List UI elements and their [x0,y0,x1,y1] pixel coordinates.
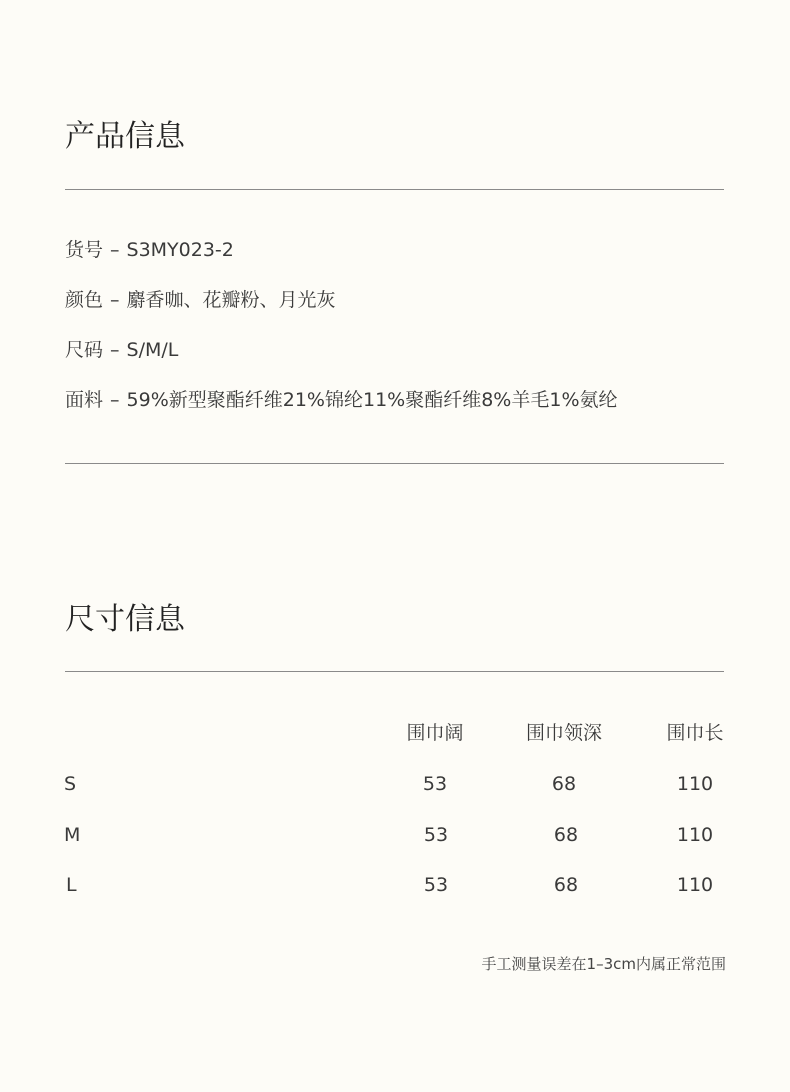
measurement-note: 手工测量误差在1–3cm内属正常范围 [481,955,726,973]
table-cell: 68 [553,824,579,846]
info-label: 颜色 [65,289,104,311]
row-label-l: L [66,874,77,896]
info-item-fabric [65,391,618,410]
info-value: 59%新型聚酯纤维21%锦纶11%聚酯纤维8%羊毛1%氨纶 [126,389,618,411]
column-header-neck-depth: 围巾领深 [525,722,602,744]
info-value: S3MY023-2 [126,239,234,261]
table-cell: 53 [422,773,448,795]
table-cell: 68 [551,773,577,795]
info-item-color [65,291,336,310]
product-info-top-divider [65,189,724,190]
size-info-divider [65,671,724,672]
info-separator: – [110,389,120,411]
info-label: 面料 [65,389,104,411]
row-label-m: M [64,824,81,846]
product-info-bottom-divider [65,463,724,464]
info-value: 麝香咖、花瓣粉、月光灰 [126,289,336,311]
table-cell: 53 [423,874,449,896]
row-label-s: S [64,773,77,795]
info-label: 货号 [65,239,104,261]
info-item-size [65,341,178,360]
table-cell: 110 [676,773,714,795]
info-item-sku [65,241,234,260]
info-value: S/M/L [126,339,179,361]
column-header-width: 围巾阔 [406,722,464,744]
column-header-length: 围巾长 [666,722,724,744]
info-label: 尺码 [65,339,104,361]
product-info-title: 产品信息 [65,119,185,154]
info-separator: – [110,289,120,311]
table-cell: 53 [423,824,449,846]
info-separator: – [110,339,120,361]
size-info-title: 尺寸信息 [65,602,185,637]
table-cell: 110 [676,874,714,896]
table-cell: 110 [676,824,714,846]
info-separator: – [110,239,120,261]
table-cell: 68 [553,874,579,896]
